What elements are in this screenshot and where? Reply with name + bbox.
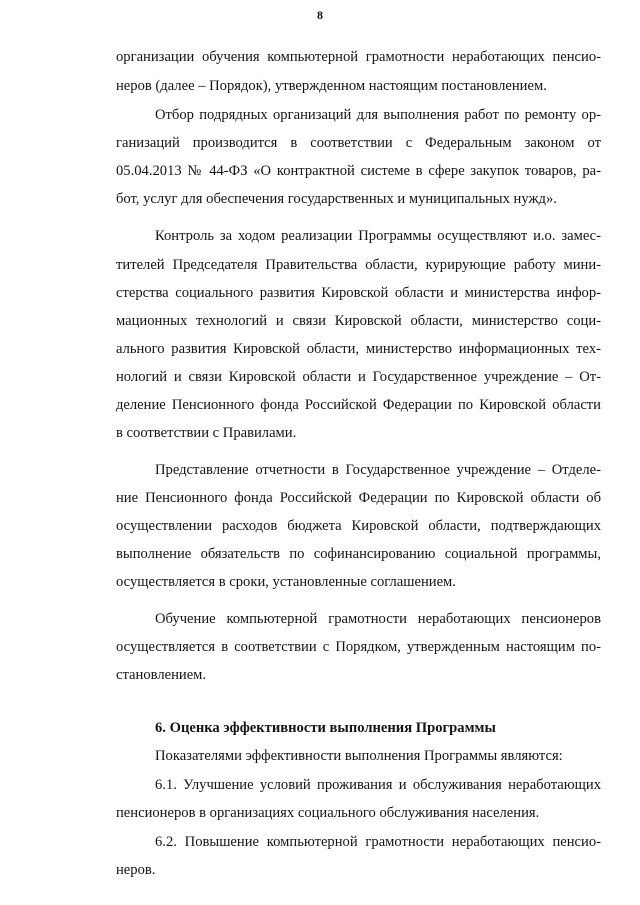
text-line: организации обучения компьютерной грамотности неработающих пенсио- [116,49,601,65]
text-line: пенсионеров в организациях социального обслуживания населения. [116,805,540,821]
section-heading: 6. Оценка эффективности выполнения Программы [155,720,496,736]
text-line: тителей Председателя Правительства области, курирующие работу мини- [116,257,601,273]
text-line: становлением. [116,667,207,683]
text-line: ального развития Кировской области, министерство информационных тех- [116,341,601,357]
text-line: Представление отчетности в Государственное учреждение – Отделе- [155,462,601,478]
text-line: бот, услуг для обеспечения государственных и муниципальных нужд». [116,191,557,207]
text-line: нологий и связи Кировской области и Государственное учреждение – От- [116,369,601,385]
text-line: ние Пенсионного фонда Российской Федерации по Кировской области об [116,490,601,506]
text-line: Обучение компьютерной грамотности неработающих пенсионеров [155,611,601,627]
text-line: ганизаций производится в соответствии с Федеральным законом от [116,135,601,151]
text-line: неров. [116,862,156,878]
text-line: деление Пенсионного фонда Российской Федерации по Кировской области [116,397,601,413]
text-line: в соответствии с Правилами. [116,425,297,441]
text-line: Контроль за ходом реализации Программы осуществляют и.о. замес- [155,228,601,244]
text-line: 6.1. Улучшение условий проживания и обслуживания неработающих [155,777,601,793]
text-line: осуществлении расходов бюджета Кировской области, подтверждающих [116,518,601,534]
text-line: 05.04.2013 № 44-ФЗ «О контрактной системе в сфере закупок товаров, ра- [116,163,601,179]
text-line: осуществляется в соответствии с Порядком, утвержденным настоящим по- [116,639,601,655]
text-line: осуществляется в сроки, установленные соглашением. [116,574,456,590]
text-line: стерства социального развития Кировской области и министерства инфор- [116,285,601,301]
text-line: Показателями эффективности выполнения Программы являются: [155,748,563,764]
text-line: Отбор подрядных организаций для выполнения работ по ремонту ор- [155,107,601,123]
text-line: выполнение обязательств по софинансированию социальной программы, [116,546,601,562]
text-line: неров (далее – Порядок), утвержденном настоящим постановлением. [116,78,547,94]
page-number: 8 [317,8,323,22]
text-line: 6.2. Повышение компьютерной грамотности неработающих пенсио- [155,834,601,850]
text-line: мационных технологий и связи Кировской области, министерство соци- [116,313,601,329]
